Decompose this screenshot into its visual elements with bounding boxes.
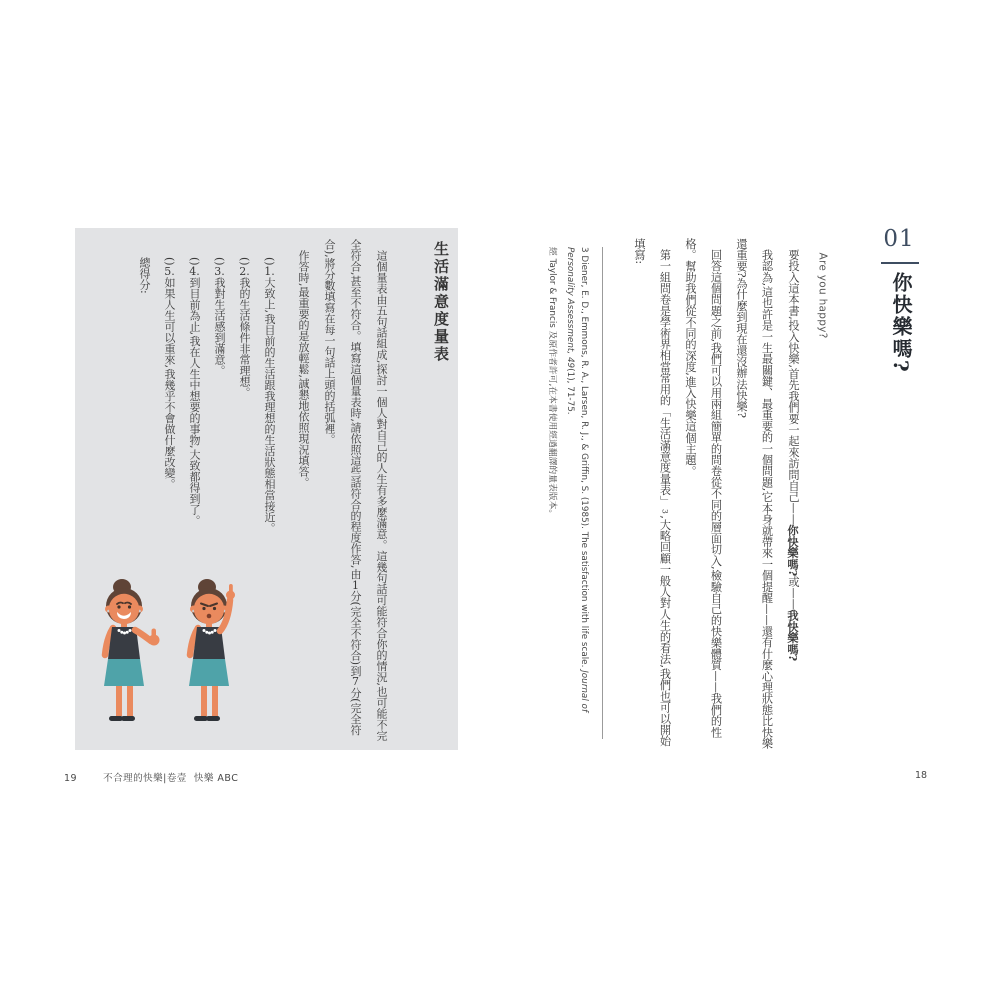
item-number: 5. — [164, 265, 175, 277]
answer-bracket: () — [213, 257, 226, 266]
scale-intro — [290, 239, 394, 745]
intro-text-1: 這個量表由五句話組成,探討一個人對自己的人生有多麼滿意。這幾句話可能符合你的情況,也可能不完全符合,甚至不符合。填寫這個量表時,請依照這些話符合的程度作答,由 — [349, 239, 388, 741]
citation-pages: (1), 71-75. — [565, 368, 576, 415]
paragraph-4-text-end: ,大略回顧一般人對人生的看法,我們也可以開始填寫: — [633, 238, 672, 747]
scale-intro-paragraph — [316, 239, 394, 745]
footnote-divider-rule — [602, 247, 603, 739]
chapter-title: 你快樂嗎? — [889, 272, 913, 374]
citation-authors: Diener, E. D., Emmons, R. A., Larsen, R. J., & Griffin, S. (1985). The satisfaction with life scale. — [579, 255, 589, 671]
right-page-number: 18 — [915, 770, 928, 781]
scale-item — [257, 257, 282, 749]
two-women-illustration — [82, 576, 252, 728]
citation-journal: Journal of Personality Assessment, 49 — [565, 247, 589, 713]
woman-angry-illustration — [189, 579, 235, 721]
footnote-permission-line: 經 Taylor & Francis 及原作者許可,在本書使用經過翻譯的量表版本。 — [546, 247, 557, 519]
paragraph-1-text-or: 或—— — [787, 576, 800, 611]
item-number: 3. — [214, 265, 225, 277]
footnote-citation-line — [563, 247, 590, 747]
item-text: 我對生活感到滿意。 — [213, 276, 226, 376]
answer-bracket: () — [263, 257, 276, 266]
item-number: 4. — [189, 265, 200, 277]
left-page-footer — [64, 770, 238, 784]
footer-section-title: 快樂 ABC — [193, 773, 239, 784]
footnote-number: 3 — [579, 247, 589, 253]
chapter-subtitle-english: Are you happy? — [816, 252, 829, 339]
footer-section: 卷壹 — [166, 773, 187, 784]
item-number: 2. — [239, 265, 250, 277]
paragraph-1-text: 要投入這本書,投入快樂,首先我們要一起來訪問自己—— — [787, 249, 800, 526]
paragraph-1 — [780, 238, 807, 754]
intro-score-max: 7 — [352, 676, 359, 688]
footer-separator: | — [163, 773, 167, 784]
chapter-number: 01 — [883, 226, 915, 252]
scale-box-title: 生活滿意度量表 — [432, 241, 450, 364]
answer-bracket: () — [188, 257, 201, 266]
paragraph-1-bold-question-you: 你快樂嗎? — [786, 525, 800, 577]
intro-score-min: 1 — [352, 579, 359, 591]
intro-text-2: 分(完全不符合)到 — [349, 590, 362, 677]
answer-bracket: () — [238, 257, 251, 266]
chapter-rule — [881, 262, 919, 264]
footnote-reference-mark: 3 — [660, 508, 670, 514]
left-page-number: 19 — [64, 773, 78, 784]
item-number: 1. — [264, 265, 275, 277]
footer-book-title: 不合理的快樂 — [103, 773, 164, 784]
item-text: 如果人生可以重來,我幾乎不會做什麼改變。 — [163, 276, 176, 490]
answer-bracket: () — [163, 257, 176, 266]
item-text: 我的生活條件非常理想。 — [238, 276, 251, 398]
paragraph-1-bold-question-me: 我快樂嗎? — [786, 610, 800, 662]
paragraph-3: 回答這個問題之前,我們可以用兩組簡單的問卷從不同的層面切入,檢驗自己的快樂體質——我們的性格。幫助我們從不同的深度,進入快樂這個主題。 — [684, 238, 723, 738]
item-text: 大致上,我目前的生活跟我理想的生活狀態相當接近。 — [263, 276, 276, 534]
paragraph-2: 我認為,這也許是一生最關鍵、最重要的一個問題,它本身就帶來一個提醒——還有什麼心理狀態比快樂還重要?為什麼到現在還沒辦法快樂? — [735, 238, 774, 750]
item-text: 到目前為止,我在人生中想要的事物,大致都得到了。 — [188, 276, 201, 526]
paragraph-4-text: 第一組問卷是學術界相當常用的「生活滿意度量表」 — [658, 249, 672, 507]
chapter-body-text — [627, 238, 807, 754]
intro-text-3: 分(完全符合),將分數填寫在每一句話上頭的括弧裡。 — [323, 239, 362, 736]
paragraph-4 — [627, 238, 678, 754]
scale-instruction-paragraph: 作答時,最重要的是放輕鬆,誠懇地依照現況填答。 — [297, 250, 310, 488]
woman-happy-illustration — [104, 579, 160, 721]
scale-total-label: 總得分: — [138, 257, 151, 294]
footnote — [546, 247, 590, 747]
